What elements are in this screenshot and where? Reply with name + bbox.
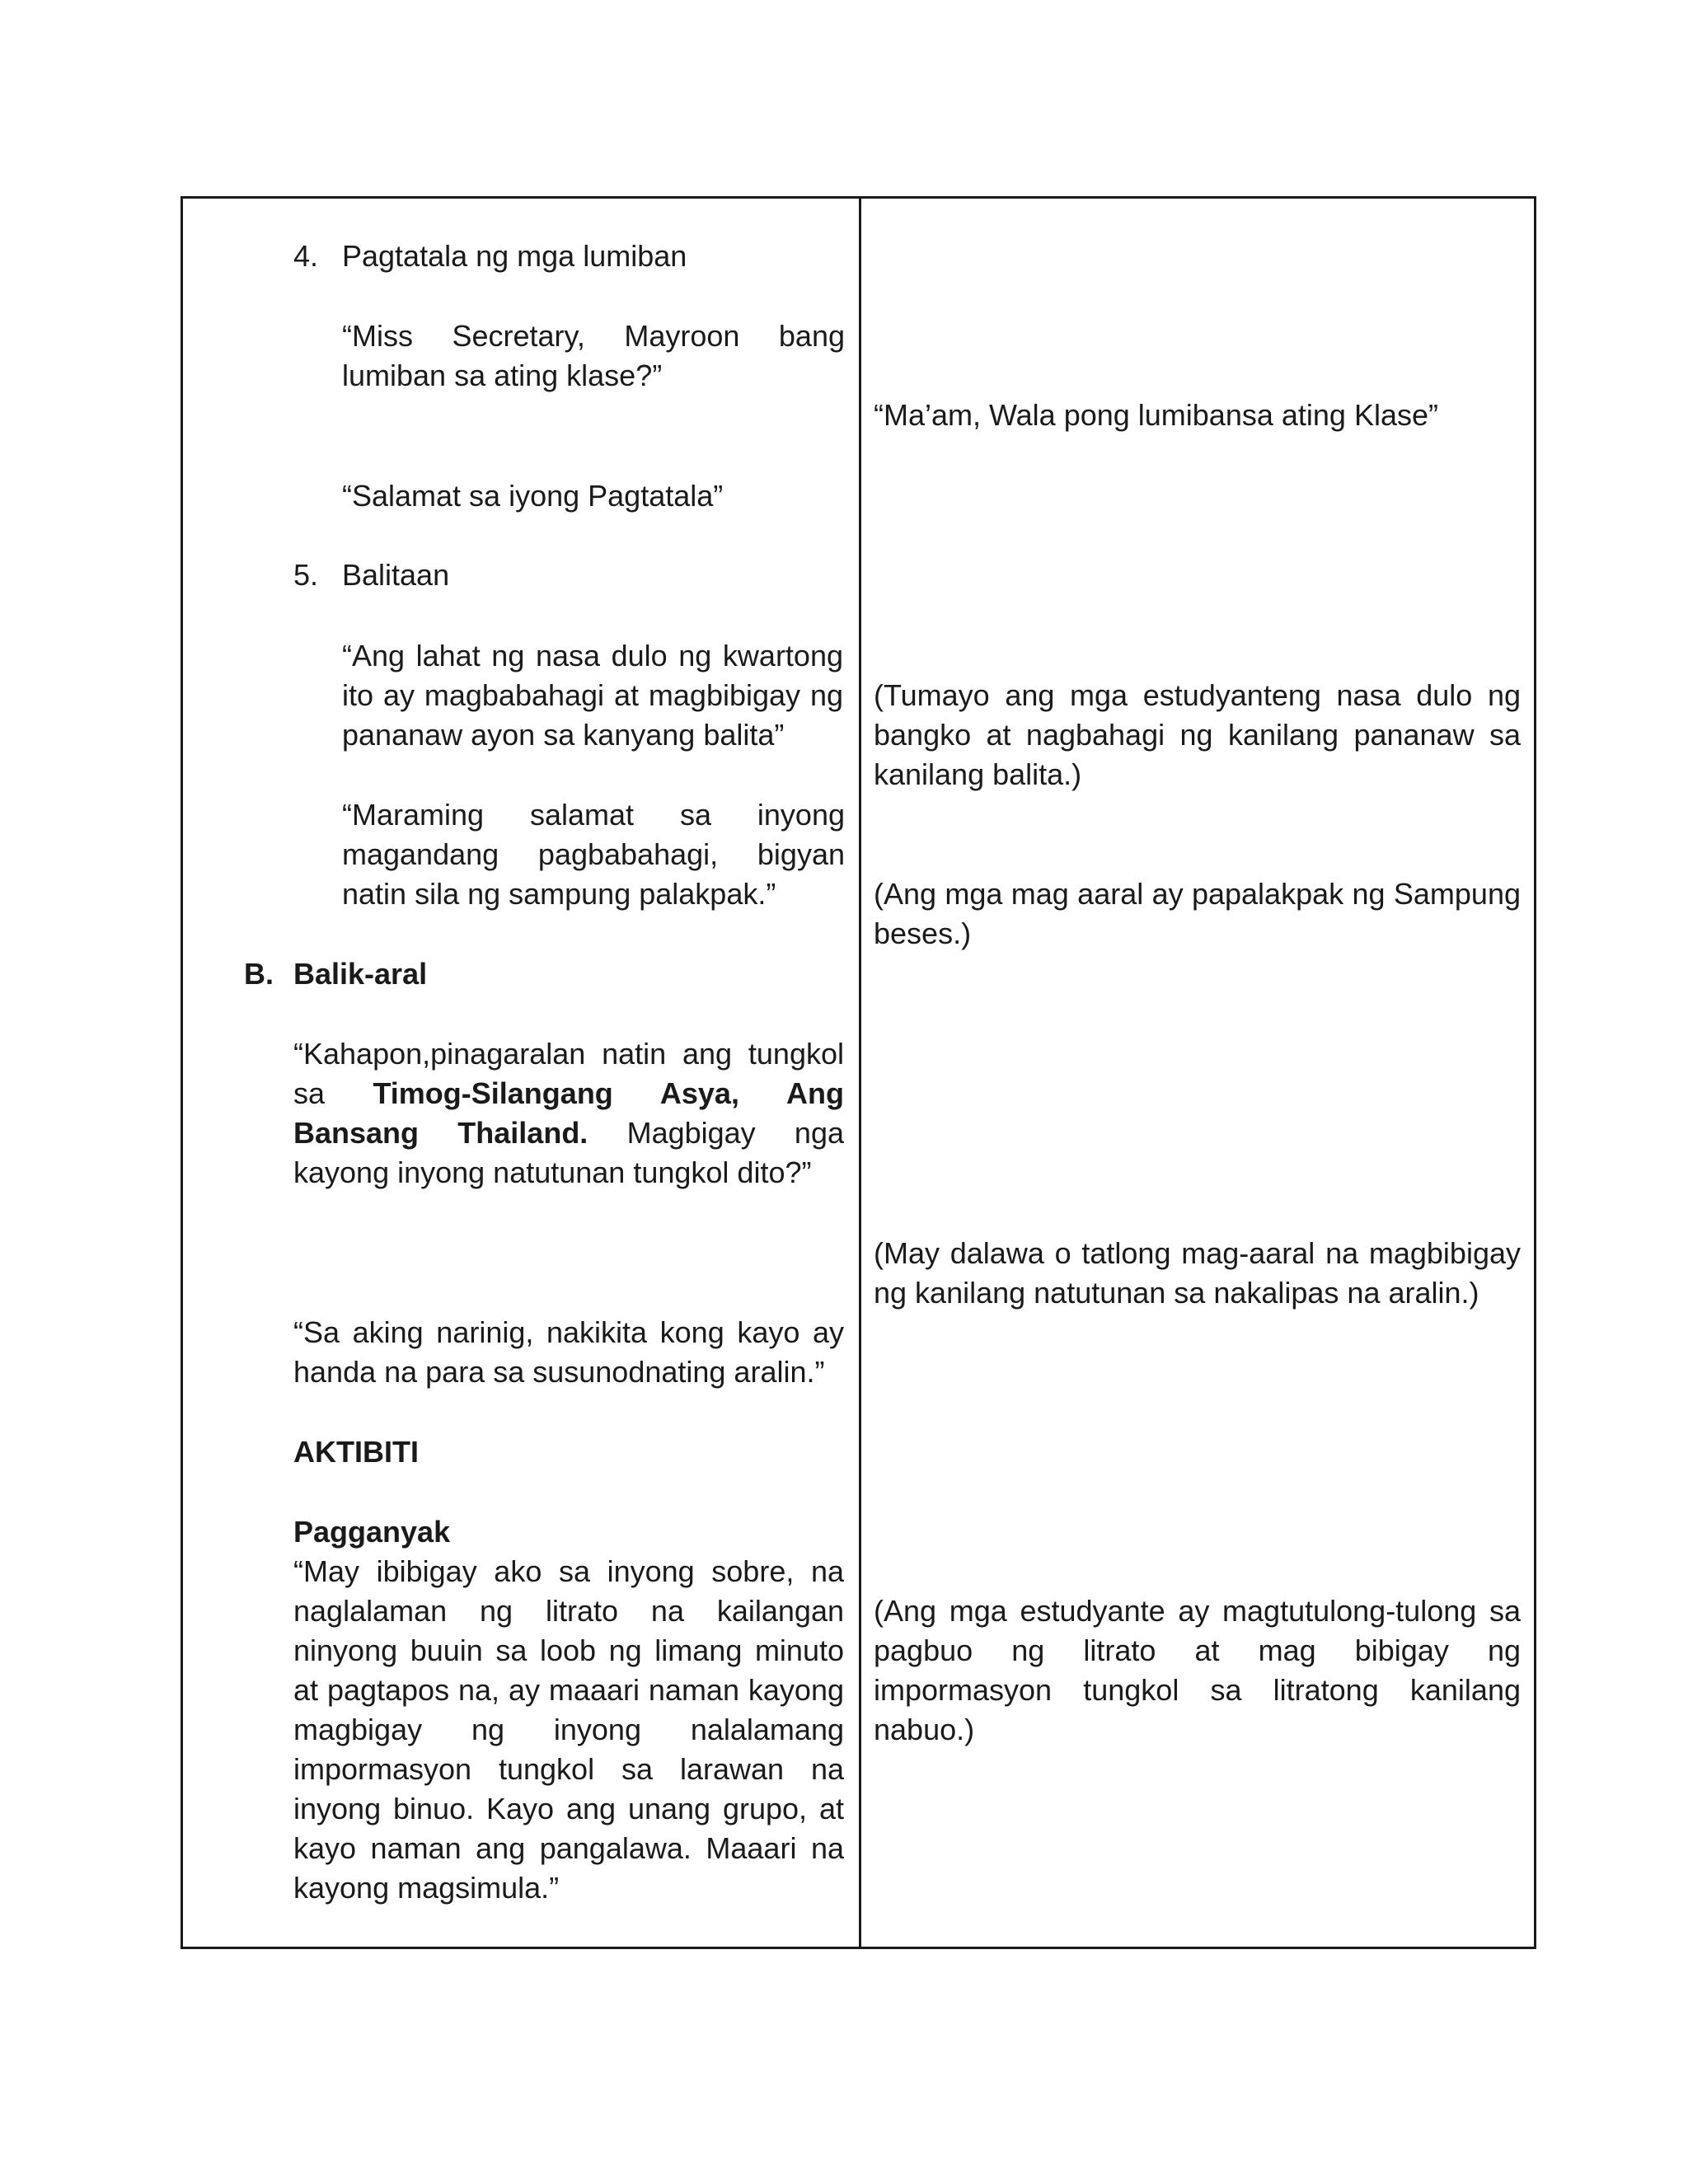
activity-response-text: (Ang mga estudyante ay magtutulong-tulong sa pagbuo ng litrato at mag bibigay ng impormasyon tungkol sa litratong kanilang nabuo.) — [874, 1594, 1521, 1746]
absent-question-line-2: lumiban sa ating klase?” — [342, 359, 663, 392]
item-4-number: 4. — [293, 239, 319, 273]
section-b-title: Balik-aral — [293, 957, 428, 991]
activity-heading: AKTIBITI — [293, 1435, 419, 1469]
news-instruction-text: “Ang lahat ng nasa dulo ng kwartong ito ay magbabahagi at magbibigay ng pananaw ayon sa kanyang balita” — [342, 639, 843, 752]
news-response-text: (Tumayo ang mga estudyanteng nasa dulo ng bangko at nagbahagi ng kanilang pananaw sa kanilang balita.) — [874, 678, 1521, 791]
review-topic: Timog-Silangang Asya, Ang Bansang Thailand. — [293, 1076, 845, 1150]
news-thanks-line-2: magandang pagbabahagi, bigyan — [342, 837, 845, 871]
review-question — [293, 1034, 844, 1193]
review-ready-text: “Sa aking narinig, nakikita kong kayo ay handa na para sa susunodnating aralin.” — [293, 1315, 844, 1389]
item-4-title: Pagtatala ng mga lumiban — [342, 239, 687, 273]
motivation-heading: Pagganyak — [293, 1515, 451, 1549]
news-thanks-line-1: “Maraming salamat sa inyong — [342, 798, 845, 832]
item-5-title: Balitaan — [342, 558, 450, 592]
absent-answer-text: “Ma’am, Wala pong lumibansa ating Klase” — [874, 398, 1438, 432]
review-response-text: (May dalawa o tatlong mag-aaral na magbibigay ng kanilang natutunan sa nakalipas na aralin.) — [874, 1236, 1521, 1310]
review-question-suffix: Magbigay nga kayong inyong natutunan tungkol dito?” — [293, 1116, 844, 1189]
thanks-record-text: “Salamat sa iyong Pagtatala” — [342, 479, 724, 513]
clap-response-text: (Ang mga mag aaral ay papalakpak ng Sampung beses.) — [874, 877, 1521, 950]
review-question-prefix: “Kahapon,pinagaralan natin ang tungkol sa — [293, 1037, 844, 1110]
absent-question-line-1: “Miss Secretary, Mayroon bang — [342, 319, 845, 353]
column-divider — [859, 199, 861, 1947]
news-thanks-line-3: natin sila ng sampung palakpak.” — [342, 877, 776, 911]
section-b-letter: B. — [244, 957, 274, 991]
item-5-number: 5. — [293, 558, 319, 592]
motivation-text: “May ibibigay ako sa inyong sobre, na naglalaman ng litrato na kailangan ninyong buuin sa loob ng limang minuto at pagtapos na, ay maaari naman kayong magbigay ng inyong nalalamang impormasyon tungkol sa larawan na inyong binuo. Kayo ang unang grupo, at kayo naman ang pangalawa. Maaari na kayong magsimula.” — [293, 1554, 844, 1905]
